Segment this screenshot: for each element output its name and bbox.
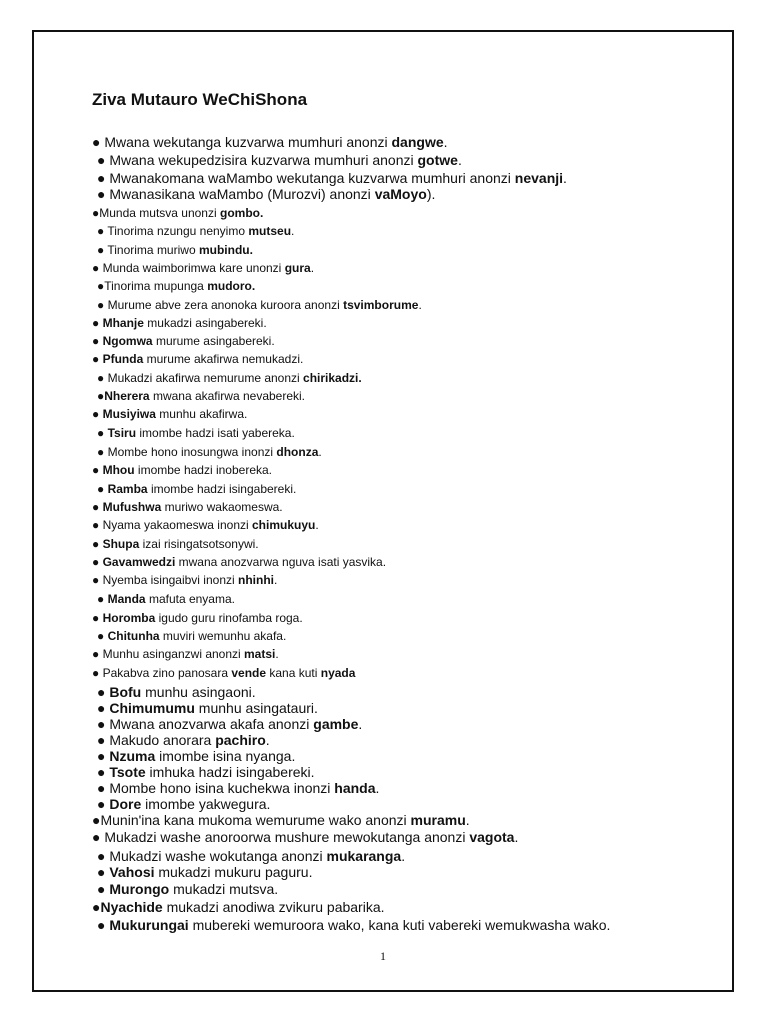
list-item: ●Munin'ina kana mukoma wemurume wako anonzi muramu.: [92, 812, 470, 828]
list-item: ● Mukadzi akafirwa nemurume anonzi chirikadzi.: [97, 371, 362, 385]
list-item: ● Mhanje mukadzi asingabereki.: [92, 316, 267, 330]
list-item: ● Pakabva zino panosara vende kana kuti nyada: [92, 666, 356, 680]
list-item: ● Mwana wekupedzisira kuzvarwa mumhuri anonzi gotwe.: [97, 152, 462, 168]
list-item: ● Bofu munhu asingaoni.: [97, 684, 256, 700]
list-item: ● Mombe hono inosungwa inonzi dhonza.: [97, 445, 322, 459]
list-item: ● Tsiru imombe hadzi isati yabereka.: [97, 426, 295, 440]
list-item: ● Mwanakomana waMambo wekutanga kuzvarwa mumhuri anonzi nevanji.: [97, 170, 567, 186]
list-item: ● Nzuma imombe isina nyanga.: [97, 748, 296, 764]
list-item: ● Mwana anozvarwa akafa anonzi gambe.: [97, 716, 363, 732]
list-item: ● Pfunda murume akafirwa nemukadzi.: [92, 352, 304, 366]
list-item: ● Mufushwa muriwo wakaomeswa.: [92, 500, 283, 514]
list-item: ● Mwana wekutanga kuzvarwa mumhuri anonzi dangwe.: [92, 134, 448, 150]
list-item: ● Chimumumu munhu asingatauri.: [97, 700, 318, 716]
list-item: ● Mukurungai mubereki wemuroora wako, kana kuti vabereki wemukwasha wako.: [97, 917, 611, 933]
list-item: ● Munhu asinganzwi anonzi matsi.: [92, 647, 279, 661]
list-item: ● Mombe hono isina kuchekwa inonzi handa.: [97, 780, 380, 796]
list-item: ● Horomba igudo guru rinofamba roga.: [92, 611, 303, 625]
list-item: ● Mukadzi washe wokutanga anonzi mukaranga.: [97, 848, 406, 864]
list-item: ● Vahosi mukadzi mukuru paguru.: [97, 864, 313, 880]
list-item: ●Nherera mwana akafirwa nevabereki.: [97, 389, 306, 403]
list-item: ● Shupa izai risingatsotsonywi.: [92, 537, 259, 551]
list-item: ● Murume abve zera anonoka kuroora anonzi tsvimborume.: [97, 298, 422, 312]
list-item: ● Murongo mukadzi mutsva.: [97, 881, 279, 897]
list-item: ● Gavamwedzi mwana anozvarwa nguva isati yasvika.: [92, 555, 387, 569]
list-item: ● Ramba imombe hadzi isingabereki.: [97, 482, 297, 496]
list-item: ● Nyemba isingaibvi inonzi nhinhi.: [92, 573, 278, 587]
list-item: ● Makudo anorara pachiro.: [97, 732, 270, 748]
list-item: ● Dore imombe yakwegura.: [97, 796, 271, 812]
list-item: ●Nyachide mukadzi anodiwa zvikuru pabarika.: [92, 899, 385, 915]
page-number: 1: [380, 949, 386, 963]
list-item: ● Ngomwa murume asingabereki.: [92, 334, 275, 348]
list-item: ● Tinorima muriwo mubindu.: [97, 243, 253, 257]
list-item: ● Musiyiwa munhu akafirwa.: [92, 407, 248, 421]
list-item: ● Mwanasikana waMambo (Murozvi) anonzi vaMoyo).: [97, 186, 436, 202]
page-title: Ziva Mutauro WeChiShona: [92, 90, 308, 109]
list-item: ● Nyama yakaomeswa inonzi chimukuyu.: [92, 518, 319, 532]
list-item: ● Tsote imhuka hadzi isingabereki.: [97, 764, 315, 780]
list-item: ● Munda waimborimwa kare unonzi gura.: [92, 261, 315, 275]
list-item: ● Mukadzi washe anoroorwa mushure mewokutanga anonzi vagota.: [92, 829, 519, 845]
list-item: ●Munda mutsva unonzi gombo.: [92, 206, 264, 220]
list-item: ● Mhou imombe hadzi inobereka.: [92, 463, 273, 477]
list-item: ● Tinorima nzungu nenyimo mutseu.: [97, 224, 295, 238]
list-item: ●Tinorima mupunga mudoro.: [97, 279, 256, 293]
list-item: ● Manda mafuta enyama.: [97, 592, 235, 606]
list-item: ● Chitunha muviri wemunhu akafa.: [97, 629, 287, 643]
